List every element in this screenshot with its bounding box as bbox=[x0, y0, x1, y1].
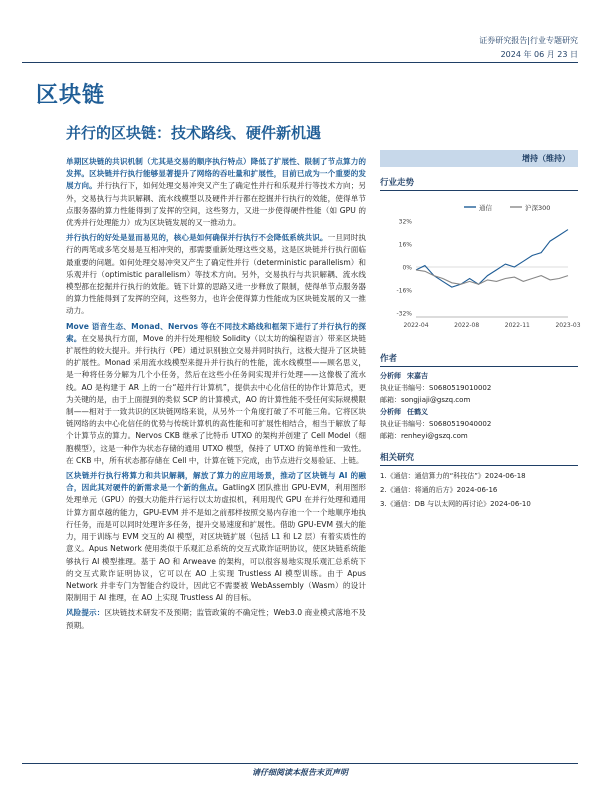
industry-title: 区块链 bbox=[36, 83, 106, 108]
sidebar bbox=[380, 150, 581, 511]
summary-paragraph bbox=[66, 232, 366, 317]
summary-paragraph bbox=[66, 470, 366, 604]
paragraph-lead: Move 语音生态、Monad、Nervos 等在不同技术路线和框架下进行了并行执行的探索。 bbox=[66, 321, 366, 343]
legend-label: 沪深300 bbox=[525, 204, 551, 212]
paragraph-lead: 并行执行的好处是显而易见的，核心是如何确保并行执行不会降低系统共识。 bbox=[66, 233, 328, 243]
trend-chart bbox=[380, 191, 581, 343]
related-list bbox=[380, 469, 578, 511]
summary-paragraph bbox=[66, 156, 366, 229]
author-license: 执业证书编号：S0680519010002 bbox=[380, 384, 492, 392]
report-date: 2024 年 06 月 23 日 bbox=[500, 50, 578, 59]
author-name: 宋嘉吉 bbox=[407, 372, 428, 380]
header-divider bbox=[22, 62, 578, 63]
x-tick-label: 2023-03 bbox=[555, 322, 581, 329]
trend-chart-svg bbox=[380, 191, 581, 343]
author-name: 任鹤义 bbox=[407, 408, 428, 416]
related-item[interactable]: 3.《通信：DB 与以太网的再讨论》2024-06-10 bbox=[380, 500, 531, 508]
paragraph-body: 并行执行下，如何处理交易冲突又产生了确定性并行和乐观并行等技术方向；另外，交易执行与共识解耦、流水线模型以及硬件并行都在挖掘并行执行的效能，使得单节点服务器的算力性能得到了发挥的空间，这些努力，又进一步使得硬件性能（如 GPU 的优秀并行处理能力）成为区块链发展的又一推动力。 bbox=[66, 181, 366, 228]
author-role: 分析师 bbox=[380, 372, 401, 380]
paragraph-body: 一旦同时执行的两笔或多笔交易是互相冲突的，那需要重新处理这些交易，这是区块链并行执行面临最重要的问题。如何处理交易冲突又产生了确定性并行（deterministic parallelism）和乐观并行（optimistic parallelism）等技术方向。另外，交易执行与共识解耦、流水线模型都在挖掘并行执行的效能。链下计算的思路又进一步释放了限制，使得单节点服务器的算力性能得到了发挥的空间，这些努力，也许会使得算力性能成为区块链发展的又一推动力。 bbox=[66, 233, 366, 316]
rating-badge: 增持（维持） bbox=[380, 150, 578, 167]
x-tick-label: 2022-08 bbox=[454, 322, 480, 329]
author-block bbox=[380, 370, 578, 442]
risk-body: 区块链技术研发不及预期；监管政策的不确定性；Web3.0 商业模式落地不及预期。 bbox=[66, 608, 366, 630]
paragraph-lead: 区块链并行执行将算力和共识解耦，解放了算力的应用场景，推动了区块链与 AI 的融合，因此其对硬件的新需求是一个新的焦点。 bbox=[66, 471, 366, 493]
disclaimer-footer: 请仔细阅读本报告末页声明 bbox=[252, 768, 348, 777]
author-role: 分析师 bbox=[380, 408, 401, 416]
y-tick-label: 0% bbox=[402, 264, 412, 272]
author-line bbox=[380, 370, 578, 382]
summary-paragraph bbox=[66, 321, 366, 467]
related-item[interactable]: 2.《通信：将通的后方》2024-06-16 bbox=[380, 486, 498, 494]
report-category: 证券研究报告|行业专题研究 bbox=[479, 36, 578, 45]
related-title: 相关研究 bbox=[380, 448, 578, 466]
y-tick-label: 32% bbox=[398, 218, 412, 226]
paragraph-lead: 单期区块链的共识机制（尤其是交易的顺序执行特点）降低了扩展性、限制了节点算力的发挥。区块链并行执行能够显著提升了网络的吞吐量和扩展性，目前已成为一个重要的发展方向。 bbox=[66, 157, 366, 191]
paragraph-body: GatlingX 团队推出 GPU-EVM，利用图形处理单元（GPU）的强大功能并行运行以太坊虚拟机，利用现代 GPU 在并行处理和通用计算方面卓越的能力，GPU-EVM 并不是如之前那样按照交易内存池一个一个地顺序地执行任务，而是可以同时处理许多任务，提升交易速度和扩展性。借助 GPU-EVM 强大的能力，用于训练与 EVM 交互的 AI 模型，对区块链扩展（包括 L1 和 L2 层）有着实质性的意义。Apus Network 使用类似于乐观汇总系统的交互式欺诈证明协议，使区块链系统能够执行 AI 模型推理。基于 AO 和 Arweave 的架构，可以很容易地实现乐观汇总系统下的交互式欺诈证明协议，它可以在 AO 上实现 Trustless AI 模型训练。由于 Apus Network 并非专门为智能合约设计，因此它不需要被 WebAssembly（Wasm）的设计限制用于 AI 推理，在 AO 上实现 Trustless AI 的目标。 bbox=[66, 483, 367, 603]
author-email[interactable]: 邮箱：songjiaji@gszq.com bbox=[380, 396, 471, 404]
risk-paragraph bbox=[66, 607, 366, 631]
author-license: 执业证书编号：S0680519040002 bbox=[380, 420, 492, 428]
risk-lead: 风险提示： bbox=[66, 608, 105, 618]
y-tick-label: -32% bbox=[396, 310, 412, 318]
report-header bbox=[479, 34, 578, 62]
legend-label: 通信 bbox=[479, 204, 492, 212]
author-email[interactable]: 邮箱：renheyi@gszq.com bbox=[380, 432, 468, 440]
summary-column bbox=[66, 156, 366, 635]
paragraph-body: 在交易执行方面，Move 的并行处理相较 Solidity（以太坊的编程语言）带来区块链扩展性的较大提升。并行执行（PE）通过识别独立交易并同时执行，这极大提升了区块链的扩展性。Monad 采用流水线模型来提升并行执行的性能，流水线模型——顾名思义，是一种将任务分解为几个小任务，然后在这些小任务间实现并行处理——这像极了流水线。AO 是构建于 AR 上的一台“超并行计算机”，提供去中心化信任的协作计算范式，更为关键的是，由于上面提到的类似 SCP 的计算模式，AO 的计算性能不受任何实际规模限制——相对于一致共识的区块链网络来说，从另外一个角度打破了不可能三角。它将区块链网络的去中心化信任的优势与传统计算机的高性能和可扩展性相结合，相当于解放了每个计算节点的算力。Nervos CKB 继承了比特币 UTXO 的架构并创建了 Cell Model（细胞模型），这是一种作为状态存储的通用 UTXO 模型，保持了 UTXO 的简单性和一致性。在 CKB 中，所有状态都存储在 Cell 中，计算在链下完成，由节点进行交易验证、上链。 bbox=[66, 333, 366, 465]
footer-divider bbox=[22, 763, 578, 764]
related-item[interactable]: 1.《通信：通信算力的“科技估”》2024-06-18 bbox=[380, 472, 526, 480]
series-line bbox=[416, 270, 568, 284]
series-line bbox=[416, 230, 568, 288]
y-tick-label: 16% bbox=[398, 241, 412, 249]
author-line bbox=[380, 406, 578, 418]
authors-title: 作者 bbox=[380, 349, 578, 367]
x-tick-label: 2022-04 bbox=[403, 322, 429, 329]
report-subtitle: 并行的区块链：技术路线、硬件新机遇 bbox=[66, 124, 322, 142]
y-tick-label: -16% bbox=[396, 287, 412, 295]
x-tick-label: 2022-11 bbox=[504, 322, 530, 329]
trend-title: 行业走势 bbox=[380, 173, 578, 191]
